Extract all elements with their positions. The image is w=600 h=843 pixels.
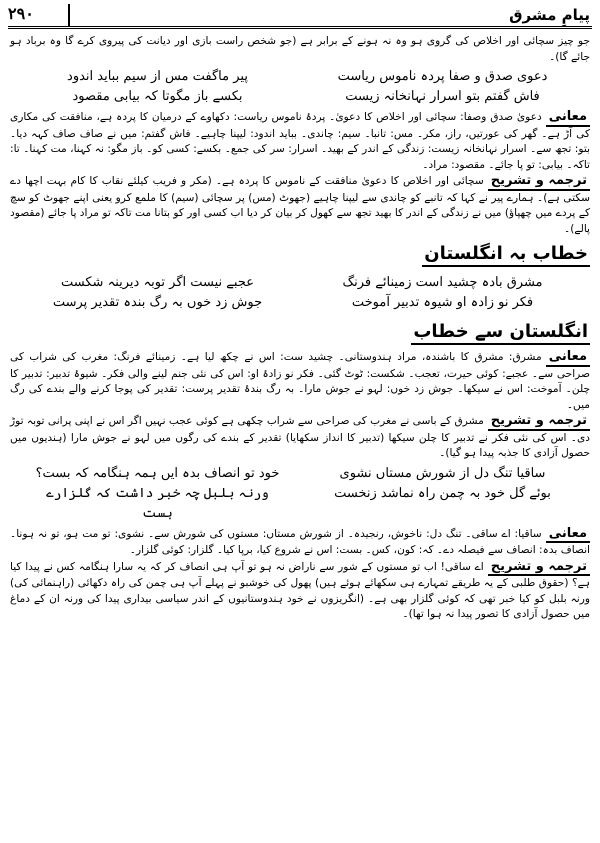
page-header (8, 4, 592, 32)
verse-line: مشرق بادہ چشید است زمینائے فرنگ (342, 275, 543, 290)
verse-line: بکسے باز مگوتا کہ بیابی مقصود (72, 89, 243, 104)
verse-line: دعوی صدق و صفا پردہ ناموس ریاست (337, 69, 548, 84)
meanings-text: ساقیا: اے ساقی۔ تنگ دل: ناخوش، رنجیدہ۔ از شورش مستاں: مستوں کی شورش سے۔ نشوی: تو مت ہو، تو نہ ہونا۔ انصاف بدہ: انصاف سے فیصلہ دے۔ کہ: کون، کس۔ بست: اس نے شروع کیا، برپا کیا۔ گلزار: کوئی گلزار۔ (10, 527, 590, 556)
header-rule (8, 26, 592, 29)
meanings-text: مشرق: مشرق کا باشندہ، مراد ہندوستانی۔ چشید ست: اس نے چکھ لیا ہے۔ زمینائے فرنگ: مغرب کی شراب کی صراحی سے۔ عجبے: کوئی حیرت، تعجب۔ شکست: ٹوٹ گئی۔ فکر نو زادۂ او: اس کی نئی جنم لینے والی فکر۔ شیوۂ تدبیر: تدبیر کا چلن۔ آموخت: اس نے سیکھا۔ جوش زد خوں: لہو نے جوش مارا۔ بہ رگ بندۂ تقدیر پرست: تقدیر کی پوجا کرنے والے بندے کی رگ میں۔ (10, 351, 590, 411)
translation-label: ترجمہ و تشریح (488, 413, 590, 431)
translation-text: سچائی اور اخلاص کا دعویٰ منافقت کے ناموس کا پردہ ہے۔ (مکر و فریب کیلئے نقاب کا کام بہت اچھا دے سکتی ہے)۔ ہمارے پیر نے کہا کہ تانبے کو چاندی سے لیپنا چاہیے (جھوٹ (مس) پر سچائی (سیم) کا ملمع کرو یعنی اپنے جھوٹ کو سچ کے پردے میں چھپاؤ) میں نے زندگی کے اندر کا بھید تجھ سے کھول کر بیان کر دیا اب کسی اور کو بتانا مت تاکہ تو مراد پا جائے (مقصود پالے)۔ (10, 175, 590, 235)
meanings-text: دعویٰ صدق وصفا: سچائی اور اخلاص کا دعویٰ۔ پردۂ ناموس ریاست: دکھاوے کے درمیان کا پردہ ہے، منافقت کی مکاری کی آڑ ہے۔ گھر کی عورتیں، راز، مکر۔ مس: تانبا۔ سیم: چاندی۔ بباید اندود: لیپنا چاہیے۔ فاش گفتم: میں نے صاف صاف کہہ دیا۔ بتو: تجھ سے۔ اسرار نہانخانہ زیست: زندگی کے اندر کے بھید۔ اسرار: سر کی جمع۔ بکسے: کسی کو۔ باز مگو: نہ کہنا، مت کہنا۔ تا: تاکہ۔ بیابی: تو پا جائے۔ مقصود: مراد۔ (10, 111, 590, 171)
verse-line: عجبے نیست اگر توبہ دیرینہ شکست (61, 275, 254, 290)
verse-line: خود تو انصاف بدہ ایں ہمہ ہنگامہ کہ بست؟ (35, 465, 280, 481)
translation-label: ترجمہ و تشریح (488, 173, 590, 191)
verse-line: جوش زد خوں بہ رگ بندہ تقدیر پرست (52, 295, 263, 310)
page-body (10, 34, 590, 623)
section-heading-wrap (10, 315, 590, 349)
translation-text: مشرق کے باسی نے مغرب کی صراحی سے شراب چکھی ہے کوئی عجب نہیں اگر اس نے اپنی پرانی توبہ توڑ دی۔ اس کی نئی فکر نے تدبیر کا چلن سیکھا (تدبیر کا انداز سکھایا) تقدیر کے بندے کی رگوں میں لہو نے جوش مارا (ہندیوں میں حصول آزادی کا جذبہ پیدا ہو گیا)۔ (10, 415, 590, 459)
page-number: ۲۹۰ (8, 4, 34, 23)
translation-text: اے ساقی! اب تو مستوں کے شور سے ناراض نہ ہو تو آپ ہی انصاف کر کہ یہ سارا ہنگامہ کس نے پیدا کیا ہے؟ (حقوق طلبی کے یہ طریقے تمہارے ہی سکھائے ہوئے ہیں) پھول کی خوشبو نے پہلے آپ ہی چمن کی راہ دکھائی (راہنمائی کی) ورنہ بلبل کو کیا خبر تھی کہ کوئی گلزار بھی ہے۔ (انگریزوں نے خود ہندوستانیوں کے اندر سیاسی بیداری پیدا کی ورنہ ان کے دماغ میں حصول آزادی کا تصور پیدا نہ ہوا تھا)۔ (10, 560, 590, 620)
verse-block-1 (30, 67, 570, 107)
translation-paragraph (10, 559, 590, 623)
verse-line: پیر ماگفت مس از سیم بباید اندود (67, 69, 248, 84)
intro-paragraph: جو چیز سچائی اور اخلاص کی گروی ہو وہ نہ ہونے کے برابر ہے (جو شخص راست بازی اور دیانت کی پیروی کرے گا وہ برباد ہو جائے گا)۔ (10, 35, 590, 63)
meanings-label: معانی (546, 349, 590, 367)
meanings-paragraph (10, 526, 590, 559)
header-divider (68, 4, 70, 26)
verse-line: فکر نو زادہ او شیوہ تدبیر آموخت (351, 295, 534, 310)
section-heading-wrap (10, 237, 590, 271)
section-title: خطاب بہ انگلستان (422, 243, 590, 267)
verse-line: ساقیا تنگ دل از شورش مستاں نشوی (339, 465, 546, 481)
book-title: پیامِ مشرق (509, 6, 590, 24)
translation-paragraph (10, 173, 590, 237)
translation-label: ترجمہ و تشریح (488, 559, 590, 577)
verse-block-3 (30, 464, 570, 524)
verse-line: ورنہ بلبل چہ خبر داشت کہ گلزارے ہست (46, 485, 269, 521)
verse-block-2 (30, 273, 570, 313)
meanings-label: معانی (546, 109, 590, 127)
meanings-paragraph (10, 109, 590, 173)
section-title: انگلستان سے خطاب (411, 321, 590, 345)
meanings-label: معانی (546, 526, 590, 544)
verse-line: بوئے گل خود بہ چمن راہ نماشد زنخست (334, 485, 551, 501)
translation-paragraph (10, 413, 590, 462)
meanings-paragraph (10, 349, 590, 413)
verse-line: فاش گفتم بتو اسرار نہانخانہ زیست (345, 89, 540, 104)
